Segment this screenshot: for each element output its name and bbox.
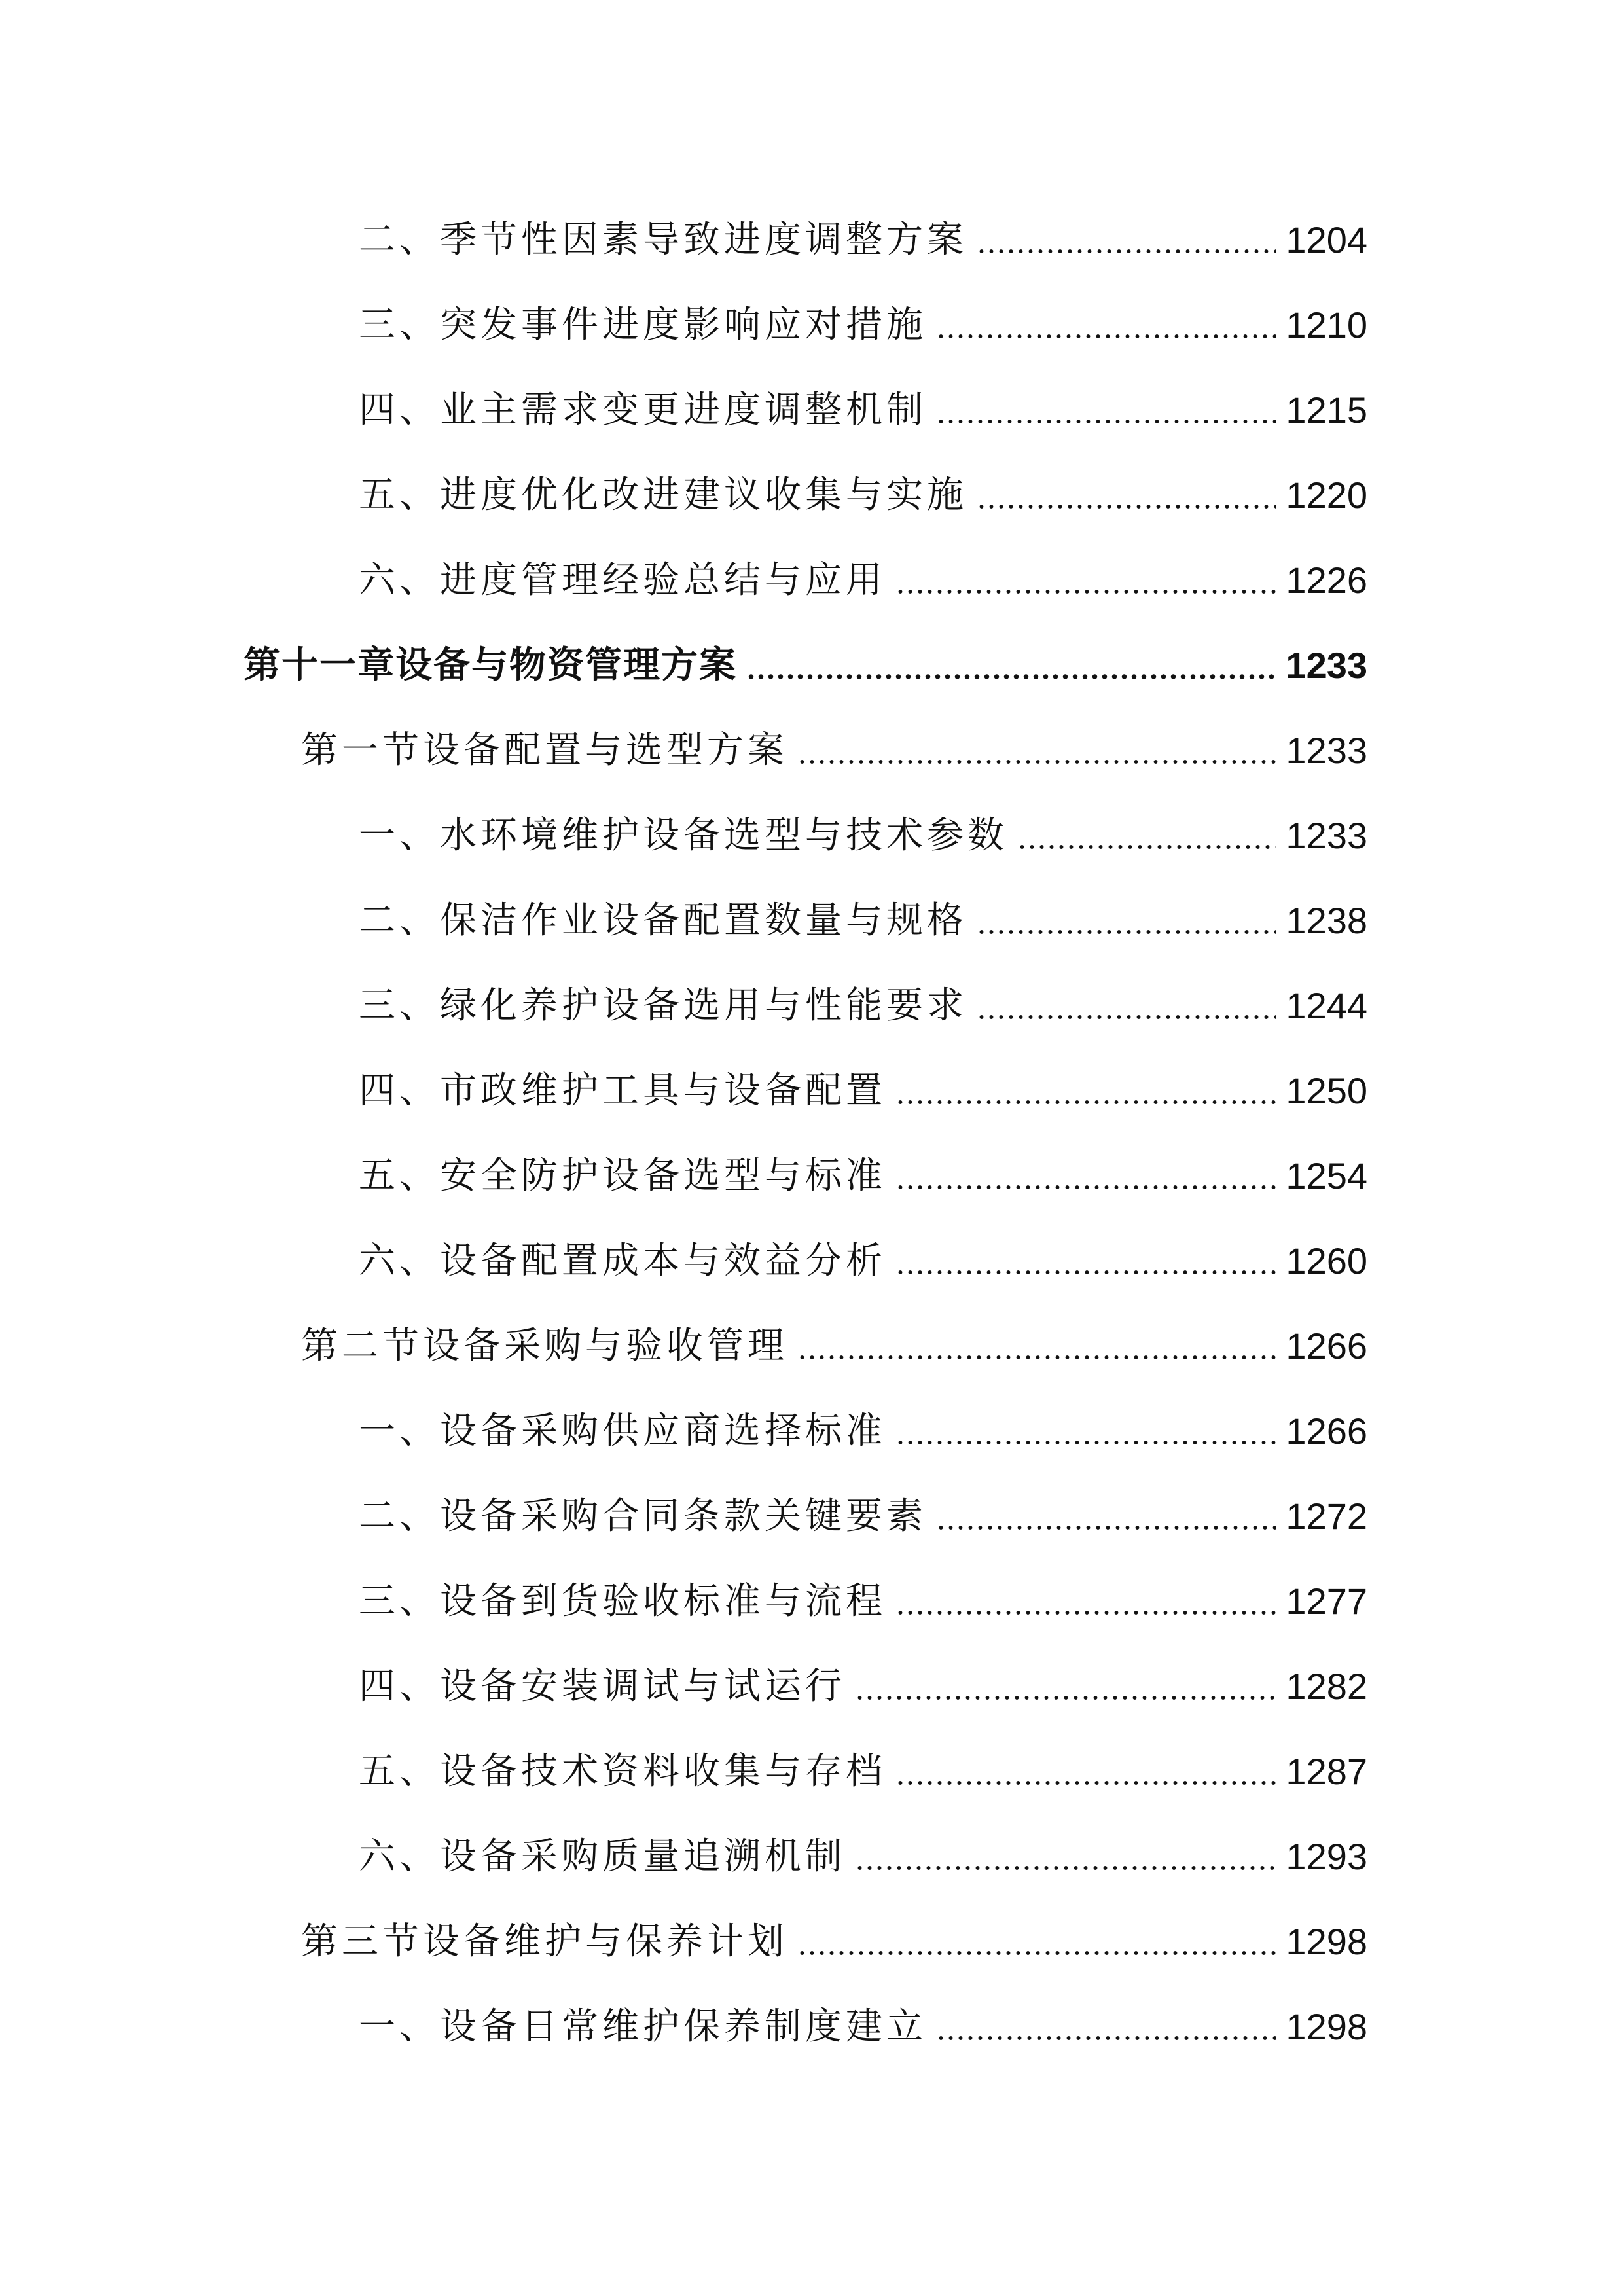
toc-entry[interactable] <box>359 1742 1367 1801</box>
toc-entry-title: 五、设备技术资料收集与存档 <box>359 1750 886 1793</box>
toc-entry[interactable] <box>359 1232 1367 1291</box>
toc-dot-leader <box>936 1525 1276 1530</box>
toc-entry-title: 四、设备安装调试与试运行 <box>359 1665 846 1708</box>
toc-entry-page: 1233 <box>1286 645 1367 686</box>
toc-entry[interactable] <box>359 1998 1367 2056</box>
toc-entry[interactable] <box>359 1147 1367 1206</box>
toc-entry[interactable] <box>359 1402 1367 1461</box>
toc-dot-leader <box>797 1355 1276 1360</box>
toc-entry-page: 1277 <box>1286 1581 1367 1622</box>
toc-entry-title: 二、设备采购合同条款关键要素 <box>359 1495 927 1537</box>
toc-entry-title: 二、季节性因素导致进度调整方案 <box>359 219 967 261</box>
toc-entry[interactable] <box>359 551 1367 610</box>
toc-entry[interactable] <box>359 1827 1367 1886</box>
toc-dot-leader <box>1017 844 1276 850</box>
toc-entry-title: 二、保洁作业设备配置数量与规格 <box>359 899 967 942</box>
toc-chapter-entry[interactable] <box>244 636 1367 695</box>
toc-entry[interactable] <box>359 1657 1367 1716</box>
toc-dot-leader <box>895 1780 1276 1785</box>
toc-entry-page: 1266 <box>1286 1410 1367 1452</box>
toc-entry[interactable] <box>359 466 1367 525</box>
toc-dot-leader <box>936 334 1276 339</box>
toc-dot-leader <box>797 1950 1276 1956</box>
toc-section-entry[interactable] <box>301 1317 1367 1376</box>
toc-entry[interactable] <box>359 977 1367 1035</box>
toc-entry-title: 四、业主需求变更进度调整机制 <box>359 389 927 431</box>
toc-entry-title: 六、设备配置成本与效益分析 <box>359 1240 886 1282</box>
toc-entry-page: 1266 <box>1286 1325 1367 1367</box>
toc-dot-leader <box>895 1185 1276 1190</box>
toc-dot-leader <box>936 2036 1276 2041</box>
toc-section-entry[interactable] <box>301 721 1367 780</box>
toc-dot-leader <box>977 1014 1276 1020</box>
toc-entry-page: 1233 <box>1286 730 1367 771</box>
toc-entry[interactable] <box>359 891 1367 950</box>
toc-entry-title: 三、设备到货验收标准与流程 <box>359 1580 886 1623</box>
toc-entry-page: 1226 <box>1286 560 1367 601</box>
toc-entry-page: 1250 <box>1286 1070 1367 1111</box>
toc-entry-title: 第一节设备配置与选型方案 <box>301 729 788 772</box>
toc-entry-title: 第三节设备维护与保养计划 <box>301 1920 788 1963</box>
toc-entry-page: 1272 <box>1286 1496 1367 1537</box>
toc-dot-leader <box>977 504 1276 509</box>
toc-entry-page: 1298 <box>1286 1921 1367 1962</box>
toc-dot-leader <box>895 589 1276 594</box>
toc-entry[interactable] <box>359 381 1367 440</box>
toc-dot-leader <box>977 249 1276 254</box>
toc-entry-title: 六、设备采购质量追溯机制 <box>359 1835 846 1878</box>
toc-entry-title: 六、进度管理经验总结与应用 <box>359 559 886 601</box>
toc-entry-title: 五、进度优化改进建议收集与实施 <box>359 474 967 516</box>
toc-entry-page: 1244 <box>1286 985 1367 1026</box>
toc-entry-title: 三、绿化养护设备选用与性能要求 <box>359 984 967 1027</box>
toc-entry-page: 1282 <box>1286 1666 1367 1707</box>
toc-dot-leader <box>895 1610 1276 1615</box>
toc-entry[interactable] <box>359 1062 1367 1121</box>
toc-entry[interactable] <box>359 806 1367 865</box>
toc-dot-leader <box>895 1440 1276 1445</box>
toc-entry-title: 第二节设备采购与验收管理 <box>301 1325 788 1367</box>
toc-entry-page: 1298 <box>1286 2006 1367 2047</box>
toc-entry-title: 第十一章设备与物资管理方案 <box>244 644 737 687</box>
toc-section-entry[interactable] <box>301 1912 1367 1971</box>
toc-entry[interactable] <box>359 1487 1367 1546</box>
toc-entry-page: 1260 <box>1286 1240 1367 1282</box>
toc-entry-page: 1254 <box>1286 1155 1367 1196</box>
toc-entry[interactable] <box>359 296 1367 355</box>
toc-dot-leader <box>746 674 1276 679</box>
toc-entry-page: 1287 <box>1286 1751 1367 1792</box>
toc-entry-page: 1204 <box>1286 219 1367 260</box>
toc-entry-page: 1293 <box>1286 1836 1367 1877</box>
toc-dot-leader <box>797 759 1276 764</box>
toc-entry[interactable] <box>359 1572 1367 1631</box>
toc-entry-title: 一、设备日常维护保养制度建立 <box>359 2005 927 2048</box>
toc-entry-title: 三、突发事件进度影响应对措施 <box>359 304 927 346</box>
toc-dot-leader <box>855 1865 1276 1871</box>
toc-entry-page: 1215 <box>1286 389 1367 431</box>
toc-entry-title: 一、设备采购供应商选择标准 <box>359 1410 886 1452</box>
toc-entry-page: 1210 <box>1286 304 1367 346</box>
toc-entry-page: 1238 <box>1286 900 1367 941</box>
toc-dot-leader <box>936 419 1276 424</box>
toc-entry-title: 五、安全防护设备选型与标准 <box>359 1155 886 1197</box>
toc-dot-leader <box>977 929 1276 935</box>
toc-entry-title: 一、水环境维护设备选型与技术参数 <box>359 814 1008 857</box>
toc-dot-leader <box>895 1270 1276 1275</box>
toc-dot-leader <box>855 1695 1276 1700</box>
toc-entry-title: 四、市政维护工具与设备配置 <box>359 1069 886 1112</box>
toc-entry-page: 1233 <box>1286 815 1367 856</box>
toc-entry-page: 1220 <box>1286 475 1367 516</box>
toc-entry[interactable] <box>359 211 1367 270</box>
toc-dot-leader <box>895 1100 1276 1105</box>
